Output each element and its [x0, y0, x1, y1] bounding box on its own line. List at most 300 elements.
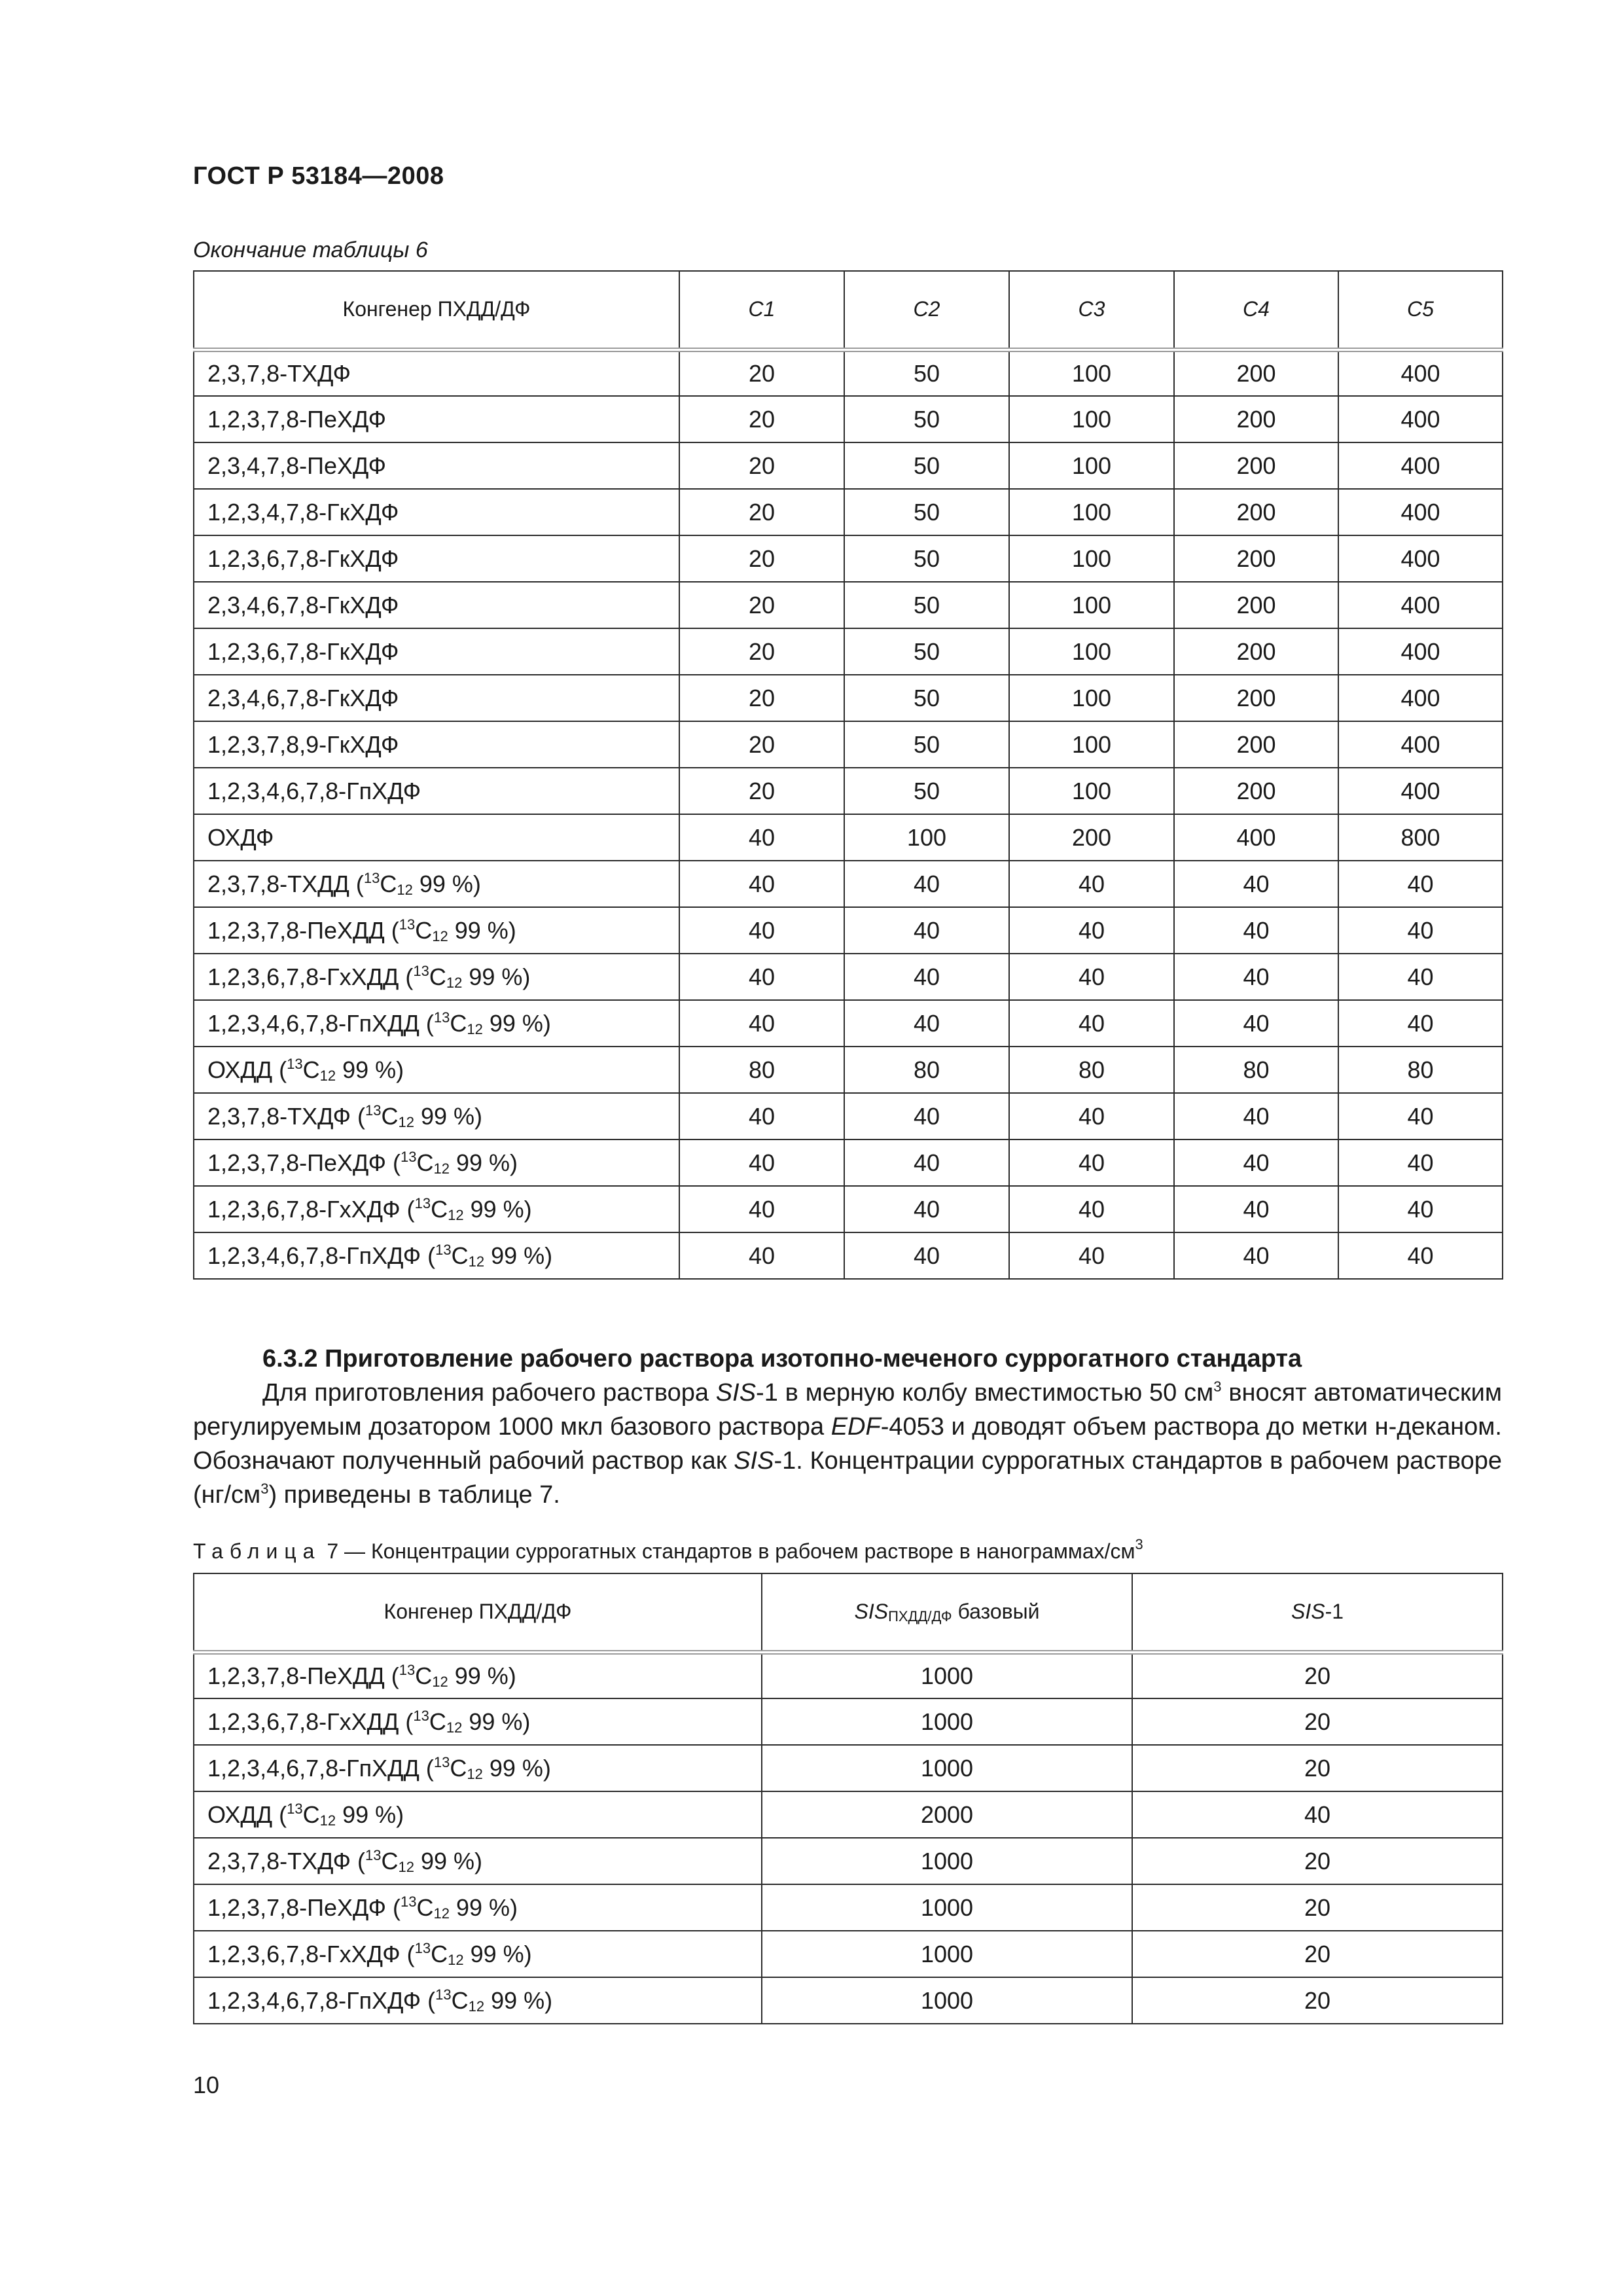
table7-value-cell: 1000	[762, 1838, 1132, 1884]
paragraph-italic: EDF	[830, 1413, 881, 1441]
table6-value-cell: 50	[844, 628, 1009, 675]
table6-value-cell: 50	[844, 768, 1009, 814]
table7-value-cell: 20	[1132, 1838, 1503, 1884]
table6-value-cell: 40	[679, 814, 844, 861]
page-number: 10	[193, 2072, 220, 2098]
congener-name: 2,3,7,8-ТХДФ	[207, 359, 351, 387]
table7-row	[194, 1884, 1503, 1931]
table6-value-cell: 400	[1338, 489, 1503, 535]
table7-header-sis1	[1132, 1573, 1503, 1652]
congener-name: 1,2,3,6,7,8-ГхХДФ (	[207, 1195, 415, 1223]
purity-text: 99 %)	[462, 1708, 531, 1735]
purity-text: 99 %)	[463, 1940, 532, 1967]
table6-header-c1: C1	[679, 271, 844, 350]
atom-count: 12	[448, 1206, 464, 1223]
paragraph-italic: SIS	[715, 1379, 757, 1407]
table6-congener-cell	[194, 1232, 679, 1279]
table6-value-cell: 20	[679, 396, 844, 442]
table6-congener-cell	[194, 628, 679, 675]
element-symbol: C	[381, 1847, 399, 1874]
paragraph-italic: SIS	[734, 1447, 774, 1475]
element-symbol: C	[381, 1102, 399, 1130]
purity-text: 99 %)	[412, 870, 481, 897]
congener-name: 1,2,3,4,6,7,8-ГпХДФ (	[207, 1242, 436, 1269]
table6-value-cell: 40	[844, 954, 1009, 1000]
table6-value-cell: 20	[679, 768, 844, 814]
table6-value-cell: 40	[844, 1000, 1009, 1047]
table6-value-cell: 40	[1174, 1093, 1338, 1139]
table6-value-cell: 200	[1174, 582, 1338, 628]
table6-value-cell: 40	[1174, 954, 1338, 1000]
paragraph-sup: 3	[1213, 1378, 1222, 1395]
atom-count: 12	[468, 1253, 485, 1270]
table6-value-cell: 100	[844, 814, 1009, 861]
table6-value-cell: 40	[1174, 1232, 1338, 1279]
table6-value-cell: 40	[844, 1139, 1009, 1186]
table7-value-cell: 20	[1132, 1977, 1503, 2024]
table6-row	[194, 535, 1503, 582]
table7-value-cell: 1000	[762, 1652, 1132, 1698]
table7-caption-sup: 3	[1135, 1536, 1143, 1552]
table7-row	[194, 1698, 1503, 1745]
congener-name: 2,3,7,8-ТХДД (	[207, 870, 364, 897]
congener-name: 2,3,7,8-ТХДФ (	[207, 1847, 366, 1874]
table6-congener-cell	[194, 1093, 679, 1139]
element-symbol: C	[431, 1195, 448, 1223]
table6-row	[194, 1232, 1503, 1279]
table6-value-cell: 40	[1009, 1186, 1174, 1232]
atom-count: 12	[398, 1113, 414, 1130]
table6-value-cell: 100	[1009, 675, 1174, 721]
table6-value-cell: 20	[679, 628, 844, 675]
atom-count: 12	[319, 1812, 336, 1829]
table7-congener-cell	[194, 1884, 762, 1931]
table6-value-cell: 100	[1009, 489, 1174, 535]
table6-value-cell: 50	[844, 396, 1009, 442]
table6-value-cell: 40	[844, 907, 1009, 954]
table6-value-cell: 200	[1174, 396, 1338, 442]
isotope-mass: 13	[435, 1986, 452, 2003]
table7-value-cell: 2000	[762, 1791, 1132, 1838]
table6-value-cell: 40	[679, 1093, 844, 1139]
table7-header-row	[194, 1573, 1503, 1652]
element-symbol: C	[431, 1940, 448, 1967]
table6-row	[194, 489, 1503, 535]
congener-name: ОХДД (	[207, 1801, 287, 1828]
table6-row	[194, 907, 1503, 954]
table7-row	[194, 1745, 1503, 1791]
table6-congener-cell	[194, 535, 679, 582]
table6-congener-cell	[194, 954, 679, 1000]
isotope-mass: 13	[399, 916, 416, 933]
table6-value-cell: 200	[1174, 628, 1338, 675]
atom-count: 12	[433, 1905, 450, 1922]
congener-name: 1,2,3,6,7,8-ГхХДД (	[207, 1708, 414, 1735]
element-symbol: C	[415, 916, 433, 944]
table7-value-cell: 20	[1132, 1745, 1503, 1791]
paragraph-text: ) приведены в таблице 7.	[268, 1481, 560, 1509]
congener-name: 1,2,3,6,7,8-ГхХДД (	[207, 963, 414, 990]
table6-value-cell: 50	[844, 721, 1009, 768]
table7-caption-text: 7 — Концентрации суррогатных стандартов в рабочем растворе в нанограммах/см	[321, 1539, 1135, 1563]
table6-value-cell: 40	[1338, 1093, 1503, 1139]
header-italic: SIS	[854, 1600, 889, 1624]
purity-text: 99 %)	[462, 963, 531, 990]
table6-value-cell: 200	[1174, 442, 1338, 489]
table6-row	[194, 1139, 1503, 1186]
table6-value-cell: 400	[1338, 721, 1503, 768]
congener-name: 1,2,3,6,7,8-ГкХДФ	[207, 637, 399, 665]
paragraph-text: Для приготовления рабочего раствора	[262, 1379, 716, 1407]
table6-row	[194, 1000, 1503, 1047]
table7-row	[194, 1838, 1503, 1884]
isotope-mass: 13	[400, 1148, 417, 1165]
table6-row	[194, 1186, 1503, 1232]
congener-name: 2,3,4,7,8-ПеХДФ	[207, 452, 386, 479]
isotope-mass: 13	[414, 1939, 431, 1956]
table6-value-cell: 40	[1009, 1232, 1174, 1279]
table6-value-cell: 40	[1009, 907, 1174, 954]
congener-name: 1,2,3,7,8-ПеХДФ (	[207, 1893, 401, 1921]
table6-value-cell: 40	[1338, 954, 1503, 1000]
table6-value-cell: 400	[1338, 768, 1503, 814]
table6-value-cell: 200	[1174, 535, 1338, 582]
atom-count: 12	[397, 881, 413, 898]
table6-value-cell: 20	[679, 489, 844, 535]
table6-header-c2: C2	[844, 271, 1009, 350]
table7-value-cell: 1000	[762, 1698, 1132, 1745]
table6-value-cell: 40	[1338, 861, 1503, 907]
table6-congener-cell	[194, 1047, 679, 1093]
table6-congener-cell	[194, 814, 679, 861]
table6-congener-cell	[194, 396, 679, 442]
table6-congener-cell	[194, 442, 679, 489]
table7-congener-cell	[194, 1698, 762, 1745]
table7-congener-cell	[194, 1745, 762, 1791]
congener-name: 1,2,3,7,8,9-ГкХДФ	[207, 730, 399, 758]
table6-value-cell: 100	[1009, 350, 1174, 396]
element-symbol: C	[416, 1149, 434, 1176]
table6-value-cell: 40	[679, 907, 844, 954]
table6	[193, 270, 1503, 1280]
congener-name: 1,2,3,4,6,7,8-ГпХДФ (	[207, 1986, 436, 2014]
table6-row	[194, 442, 1503, 489]
table6-value-cell: 20	[679, 350, 844, 396]
congener-name: ОХДД (	[207, 1056, 287, 1083]
isotope-mass: 13	[433, 1753, 450, 1770]
table6-value-cell: 800	[1338, 814, 1503, 861]
table6-congener-cell	[194, 582, 679, 628]
isotope-mass: 13	[413, 1707, 429, 1724]
table6-value-cell: 200	[1174, 721, 1338, 768]
table6-value-cell: 20	[679, 535, 844, 582]
table6-row	[194, 721, 1503, 768]
isotope-mass: 13	[287, 1800, 303, 1817]
isotope-mass: 13	[400, 1893, 417, 1910]
paragraph-text: -4053 и доводят объем раствора до метки н-деканом. Обозначают полученный рабочий раствор как	[193, 1413, 1502, 1475]
purity-text: 99 %)	[448, 916, 516, 944]
congener-name: ОХДФ	[207, 823, 274, 851]
table6-row	[194, 350, 1503, 396]
isotope-mass: 13	[399, 1661, 416, 1678]
table6-value-cell: 40	[1338, 1000, 1503, 1047]
table6-value-cell: 40	[679, 1139, 844, 1186]
table6-caption: Окончание таблицы 6	[193, 238, 428, 262]
congener-name: 1,2,3,7,8-ПеХДФ	[207, 405, 386, 433]
table6-value-cell: 40	[844, 1232, 1009, 1279]
table6-row	[194, 396, 1503, 442]
purity-text: 99 %)	[448, 1662, 516, 1689]
table6-row	[194, 954, 1503, 1000]
table6-row	[194, 1047, 1503, 1093]
section-paragraph	[193, 1376, 1502, 1512]
document-header: ГОСТ Р 53184—2008	[193, 162, 444, 190]
table6-value-cell: 50	[844, 489, 1009, 535]
table6-value-cell: 50	[844, 675, 1009, 721]
table6-row	[194, 628, 1503, 675]
purity-text: 99 %)	[482, 1009, 551, 1037]
element-symbol: C	[429, 1708, 446, 1735]
table6-body	[194, 350, 1503, 1279]
table6-value-cell: 200	[1174, 675, 1338, 721]
congener-name: 1,2,3,6,7,8-ГкХДФ	[207, 545, 399, 572]
atom-count: 12	[398, 1858, 414, 1875]
atom-count: 12	[319, 1067, 336, 1084]
table6-value-cell: 50	[844, 442, 1009, 489]
purity-text: 99 %)	[484, 1986, 553, 2014]
table6-header-name: Конгенер ПХДД/ДФ	[194, 271, 679, 350]
congener-name: 1,2,3,7,8-ПеХДД (	[207, 1662, 399, 1689]
section-heading: 6.3.2 Приготовление рабочего раствора изотопно-меченого суррогатного стандарта	[262, 1345, 1302, 1372]
element-symbol: C	[451, 1242, 469, 1269]
table7-value-cell: 1000	[762, 1977, 1132, 2024]
table6-value-cell: 80	[844, 1047, 1009, 1093]
isotope-mass: 13	[413, 962, 429, 979]
table6-value-cell: 20	[679, 582, 844, 628]
purity-text: 99 %)	[484, 1242, 553, 1269]
table7-caption-word: Таблица	[193, 1539, 321, 1563]
table6-value-cell: 40	[679, 1232, 844, 1279]
table6-header-c3: C3	[1009, 271, 1174, 350]
table7-value-cell: 20	[1132, 1931, 1503, 1977]
table6-value-cell: 40	[1009, 954, 1174, 1000]
table6-value-cell: 20	[679, 675, 844, 721]
table6-value-cell: 40	[1174, 1186, 1338, 1232]
table6-congener-cell	[194, 1000, 679, 1047]
table7-congener-cell	[194, 1977, 762, 2024]
paragraph-text: -1 в мерную колбу вместимостью 50 см	[756, 1379, 1214, 1407]
table6-congener-cell	[194, 721, 679, 768]
element-symbol: C	[302, 1056, 320, 1083]
purity-text: 99 %)	[336, 1801, 404, 1828]
congener-name: 1,2,3,4,7,8-ГкХДФ	[207, 498, 399, 526]
table6-congener-cell	[194, 1186, 679, 1232]
table6-row	[194, 582, 1503, 628]
table6-value-cell: 200	[1174, 350, 1338, 396]
table6-value-cell: 100	[1009, 721, 1174, 768]
atom-count: 12	[433, 1160, 450, 1177]
element-symbol: C	[416, 1893, 434, 1921]
table7-congener-cell	[194, 1791, 762, 1838]
element-symbol: C	[451, 1986, 469, 2014]
element-symbol: C	[415, 1662, 433, 1689]
congener-name: 2,3,4,6,7,8-ГкХДФ	[207, 684, 399, 711]
table6-value-cell: 40	[1338, 1232, 1503, 1279]
table6-value-cell: 400	[1338, 535, 1503, 582]
table6-row	[194, 675, 1503, 721]
table6-value-cell: 40	[1338, 907, 1503, 954]
table6-value-cell: 40	[1174, 1139, 1338, 1186]
isotope-mass: 13	[365, 1102, 382, 1119]
table7-row	[194, 1977, 1503, 2024]
table6-value-cell: 40	[1174, 907, 1338, 954]
table7-value-cell: 1000	[762, 1884, 1132, 1931]
isotope-mass: 13	[365, 1846, 382, 1863]
table6-value-cell: 40	[679, 1186, 844, 1232]
table6-value-cell: 80	[679, 1047, 844, 1093]
isotope-mass: 13	[435, 1241, 452, 1258]
table6-value-cell: 400	[1174, 814, 1338, 861]
table7-congener-cell	[194, 1838, 762, 1884]
table6-value-cell: 50	[844, 535, 1009, 582]
element-symbol: C	[380, 870, 397, 897]
isotope-mass: 13	[287, 1055, 303, 1072]
table6-congener-cell	[194, 675, 679, 721]
isotope-mass: 13	[414, 1194, 431, 1211]
table6-congener-cell	[194, 907, 679, 954]
table6-value-cell: 100	[1009, 396, 1174, 442]
table7-row	[194, 1652, 1503, 1698]
table7	[193, 1573, 1503, 2024]
header-italic: SIS	[1291, 1600, 1325, 1624]
table6-header-c4: C4	[1174, 271, 1338, 350]
table6-value-cell: 40	[1174, 1000, 1338, 1047]
isotope-mass: 13	[433, 1009, 450, 1026]
table6-congener-cell	[194, 861, 679, 907]
congener-name: 1,2,3,4,6,7,8-ГпХДД (	[207, 1754, 434, 1782]
table6-value-cell: 20	[679, 442, 844, 489]
table6-value-cell: 200	[1174, 489, 1338, 535]
table6-value-cell: 40	[844, 1093, 1009, 1139]
header-text: базовый	[952, 1600, 1040, 1624]
table6-row	[194, 1093, 1503, 1139]
table6-value-cell: 40	[1009, 1093, 1174, 1139]
table6-value-cell: 400	[1338, 582, 1503, 628]
congener-name: 1,2,3,4,6,7,8-ГпХДФ	[207, 777, 421, 804]
table6-value-cell: 100	[1009, 535, 1174, 582]
table6-value-cell: 40	[1338, 1139, 1503, 1186]
section-6-3-2	[193, 1342, 1502, 1512]
header-text: -1	[1325, 1600, 1344, 1624]
isotope-mass: 13	[363, 869, 380, 886]
table7-body	[194, 1652, 1503, 2024]
purity-text: 99 %)	[336, 1056, 404, 1083]
table7-congener-cell	[194, 1652, 762, 1698]
table6-value-cell: 80	[1174, 1047, 1338, 1093]
table7-value-cell: 20	[1132, 1884, 1503, 1931]
table6-row	[194, 861, 1503, 907]
table7-header-name: Конгенер ПХДД/ДФ	[194, 1573, 762, 1652]
purity-text: 99 %)	[449, 1149, 518, 1176]
atom-count: 12	[432, 927, 448, 944]
atom-count: 12	[446, 1719, 463, 1736]
table6-value-cell: 40	[679, 1000, 844, 1047]
congener-name: 1,2,3,7,8-ПеХДД (	[207, 916, 399, 944]
element-symbol: C	[429, 963, 446, 990]
congener-name: 1,2,3,6,7,8-ГхХДФ (	[207, 1940, 415, 1967]
table6-value-cell: 40	[844, 1186, 1009, 1232]
element-symbol: C	[450, 1009, 467, 1037]
congener-name: 1,2,3,4,6,7,8-ГпХДД (	[207, 1009, 434, 1037]
table6-value-cell: 400	[1338, 442, 1503, 489]
table6-value-cell: 40	[1009, 1000, 1174, 1047]
table7-value-cell: 20	[1132, 1652, 1503, 1698]
table6-congener-cell	[194, 350, 679, 396]
table6-value-cell: 40	[679, 861, 844, 907]
table6-value-cell: 400	[1338, 396, 1503, 442]
table6-congener-cell	[194, 768, 679, 814]
table6-value-cell: 100	[1009, 442, 1174, 489]
congener-name: 1,2,3,7,8-ПеХДФ (	[207, 1149, 401, 1176]
paragraph-text: -1. Концентрации суррогатных стандартов в рабочем растворе (нг/см	[193, 1447, 1502, 1509]
paragraph-text: вносят автоматическим регулируемым дозатором 1000 мкл базового раствора	[193, 1379, 1502, 1441]
table6-value-cell: 400	[1338, 350, 1503, 396]
table7-header-sis-base	[762, 1573, 1132, 1652]
table6-value-cell: 100	[1009, 582, 1174, 628]
purity-text: 99 %)	[463, 1195, 532, 1223]
table6-row	[194, 814, 1503, 861]
table6-value-cell: 80	[1338, 1047, 1503, 1093]
atom-count: 12	[448, 1951, 464, 1968]
atom-count: 12	[467, 1020, 483, 1037]
purity-text: 99 %)	[482, 1754, 551, 1782]
paragraph-sup: 3	[260, 1480, 269, 1497]
table6-row	[194, 768, 1503, 814]
table6-value-cell: 40	[679, 954, 844, 1000]
table7-value-cell: 1000	[762, 1745, 1132, 1791]
table6-value-cell: 40	[1338, 1186, 1503, 1232]
table7-congener-cell	[194, 1931, 762, 1977]
table6-value-cell: 40	[844, 861, 1009, 907]
table7-value-cell: 40	[1132, 1791, 1503, 1838]
atom-count: 12	[468, 1998, 485, 2015]
table7-caption	[193, 1536, 1143, 1564]
table6-value-cell: 400	[1338, 628, 1503, 675]
table6-value-cell: 400	[1338, 675, 1503, 721]
congener-name: 2,3,7,8-ТХДФ (	[207, 1102, 366, 1130]
table7-row	[194, 1791, 1503, 1838]
table6-value-cell: 50	[844, 350, 1009, 396]
table6-value-cell: 40	[1009, 861, 1174, 907]
table6-value-cell: 100	[1009, 628, 1174, 675]
congener-name: 2,3,4,6,7,8-ГкХДФ	[207, 591, 399, 619]
table6-value-cell: 40	[1009, 1139, 1174, 1186]
table6-congener-cell	[194, 1139, 679, 1186]
table6-value-cell: 40	[1174, 861, 1338, 907]
header-sub: ПХДД/ДФ	[888, 1608, 952, 1625]
table6-value-cell: 20	[679, 721, 844, 768]
table6-value-cell: 100	[1009, 768, 1174, 814]
purity-text: 99 %)	[449, 1893, 518, 1921]
purity-text: 99 %)	[414, 1102, 483, 1130]
purity-text: 99 %)	[414, 1847, 483, 1874]
element-symbol: C	[302, 1801, 320, 1828]
table7-row	[194, 1931, 1503, 1977]
table6-header-c5: C5	[1338, 271, 1503, 350]
table6-header-row	[194, 271, 1503, 350]
table6-value-cell: 200	[1009, 814, 1174, 861]
table6-value-cell: 80	[1009, 1047, 1174, 1093]
